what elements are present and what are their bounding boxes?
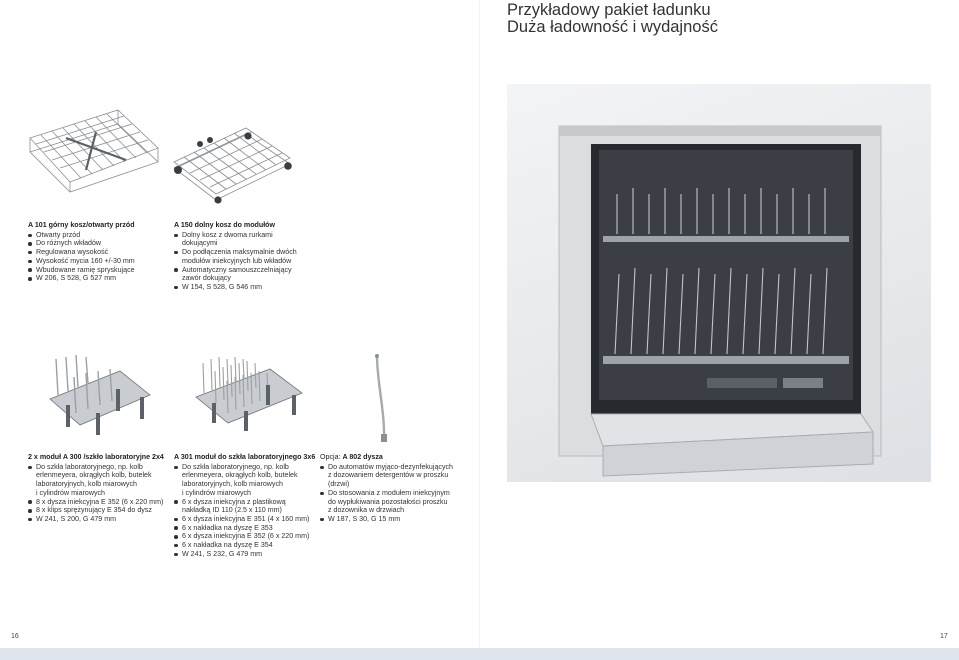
list-item: 8 x dysza iniekcyjna E 352 (6 x 220 mm): [28, 498, 172, 507]
list-item: W 154, S 528, G 546 mm: [174, 283, 314, 292]
product-name: 2 x moduł A 300 /szkło laboratoryjne 2x4: [28, 453, 164, 461]
list-item: Regulowana wysokość: [28, 248, 168, 257]
list-item: Do stosowania z modułem iniekcyjnym do wypłukiwania pozostałości proszku z dozownika w drzwiach: [320, 489, 470, 515]
lower-basket-image: [170, 124, 294, 204]
list-item: Do podłączenia maksymalnie dwóch modułów iniekcyjnych lub wkładów: [174, 248, 314, 265]
list-item: Do szkła laboratoryjnego, np. kolb erlenmeyera, okrągłych kolb, butelek laboratoryjnych, kolb miarowych i cylindrów miarowych: [174, 463, 318, 498]
list-item: Wbudowane ramię spryskujące: [28, 266, 168, 275]
washer-illustration: [507, 84, 931, 482]
list-item: 6 x nakładka na dyszę E 353: [174, 524, 318, 533]
product-feature-list: [28, 463, 172, 524]
product-a802: [320, 453, 470, 524]
page-gutter: [479, 0, 480, 648]
list-item: Do szkła laboratoryjnego, np. kolb erlenmeyera, okrągłych kolb, butelek laboratoryjnych, kolb miarowych i cylindrów miarowych: [28, 463, 172, 498]
page-number-right: 17: [940, 633, 948, 640]
nozzle-image: [370, 352, 392, 444]
list-item: Do różnych wkładów: [28, 239, 168, 248]
option-prefix: Opcja:: [320, 453, 343, 461]
list-item: 6 x dysza iniekcyjna z plastikową nakładką ID 110 (2.5 x 110 mm): [174, 498, 318, 515]
list-item: W 206, S 528, G 527 mm: [28, 274, 168, 283]
product-a101: [28, 221, 168, 283]
product-feature-list: [320, 463, 470, 524]
list-item: 8 x klips sprężynujący E 354 do dysz: [28, 506, 172, 515]
page-number-left: 16: [11, 633, 19, 640]
washer-product-photo: [507, 84, 931, 482]
product-feature-list: [174, 231, 314, 292]
list-item: Automatyczny samouszczelniający zawór dokujący: [174, 266, 314, 283]
product-a301: [174, 453, 318, 558]
product-name: A 301 moduł do szkła laboratoryjnego 3x6: [174, 453, 316, 461]
list-item: W 241, S 232, G 479 mm: [174, 550, 318, 559]
list-item: 6 x dysza iniekcyjna E 351 (4 x 160 mm): [174, 515, 318, 524]
product-name: A 101 górny kosz/otwarty przód: [28, 221, 135, 229]
list-item: Dolny kosz z dwoma rurkami dokującymi: [174, 231, 314, 248]
module-3x6-image: [192, 355, 306, 441]
page-title-line1: Przykładowy pakiet ładunku: [507, 1, 711, 19]
list-item: 6 x dysza iniekcyjna E 352 (6 x 220 mm): [174, 532, 318, 541]
upper-basket-image: [26, 108, 162, 194]
product-name: [320, 453, 470, 462]
list-item: Do automatów myjąco-dezynfekujących z dozowaniem detergentów w proszku (drzwi): [320, 463, 470, 489]
product-feature-list: [174, 463, 318, 559]
product-feature-list: [28, 231, 168, 283]
list-item: 6 x nakładka na dyszę E 354: [174, 541, 318, 550]
product-a300: [28, 453, 172, 524]
page-title: [507, 2, 718, 36]
list-item: Wysokość mycia 160 +/-30 mm: [28, 257, 168, 266]
page-title-line2: Duża ładowność i wydajność: [507, 18, 718, 36]
list-item: Otwarty przód: [28, 231, 168, 240]
product-name: A 150 dolny kosz do modułów: [174, 221, 276, 229]
viewer-bottom-strip: [0, 648, 959, 660]
product-name-text: A 802 dysza: [342, 453, 383, 461]
module-2x4-image: [46, 355, 156, 445]
list-item: W 187, S 30, G 15 mm: [320, 515, 470, 524]
product-a150: [174, 221, 314, 292]
list-item: W 241, S 200, G 479 mm: [28, 515, 172, 524]
